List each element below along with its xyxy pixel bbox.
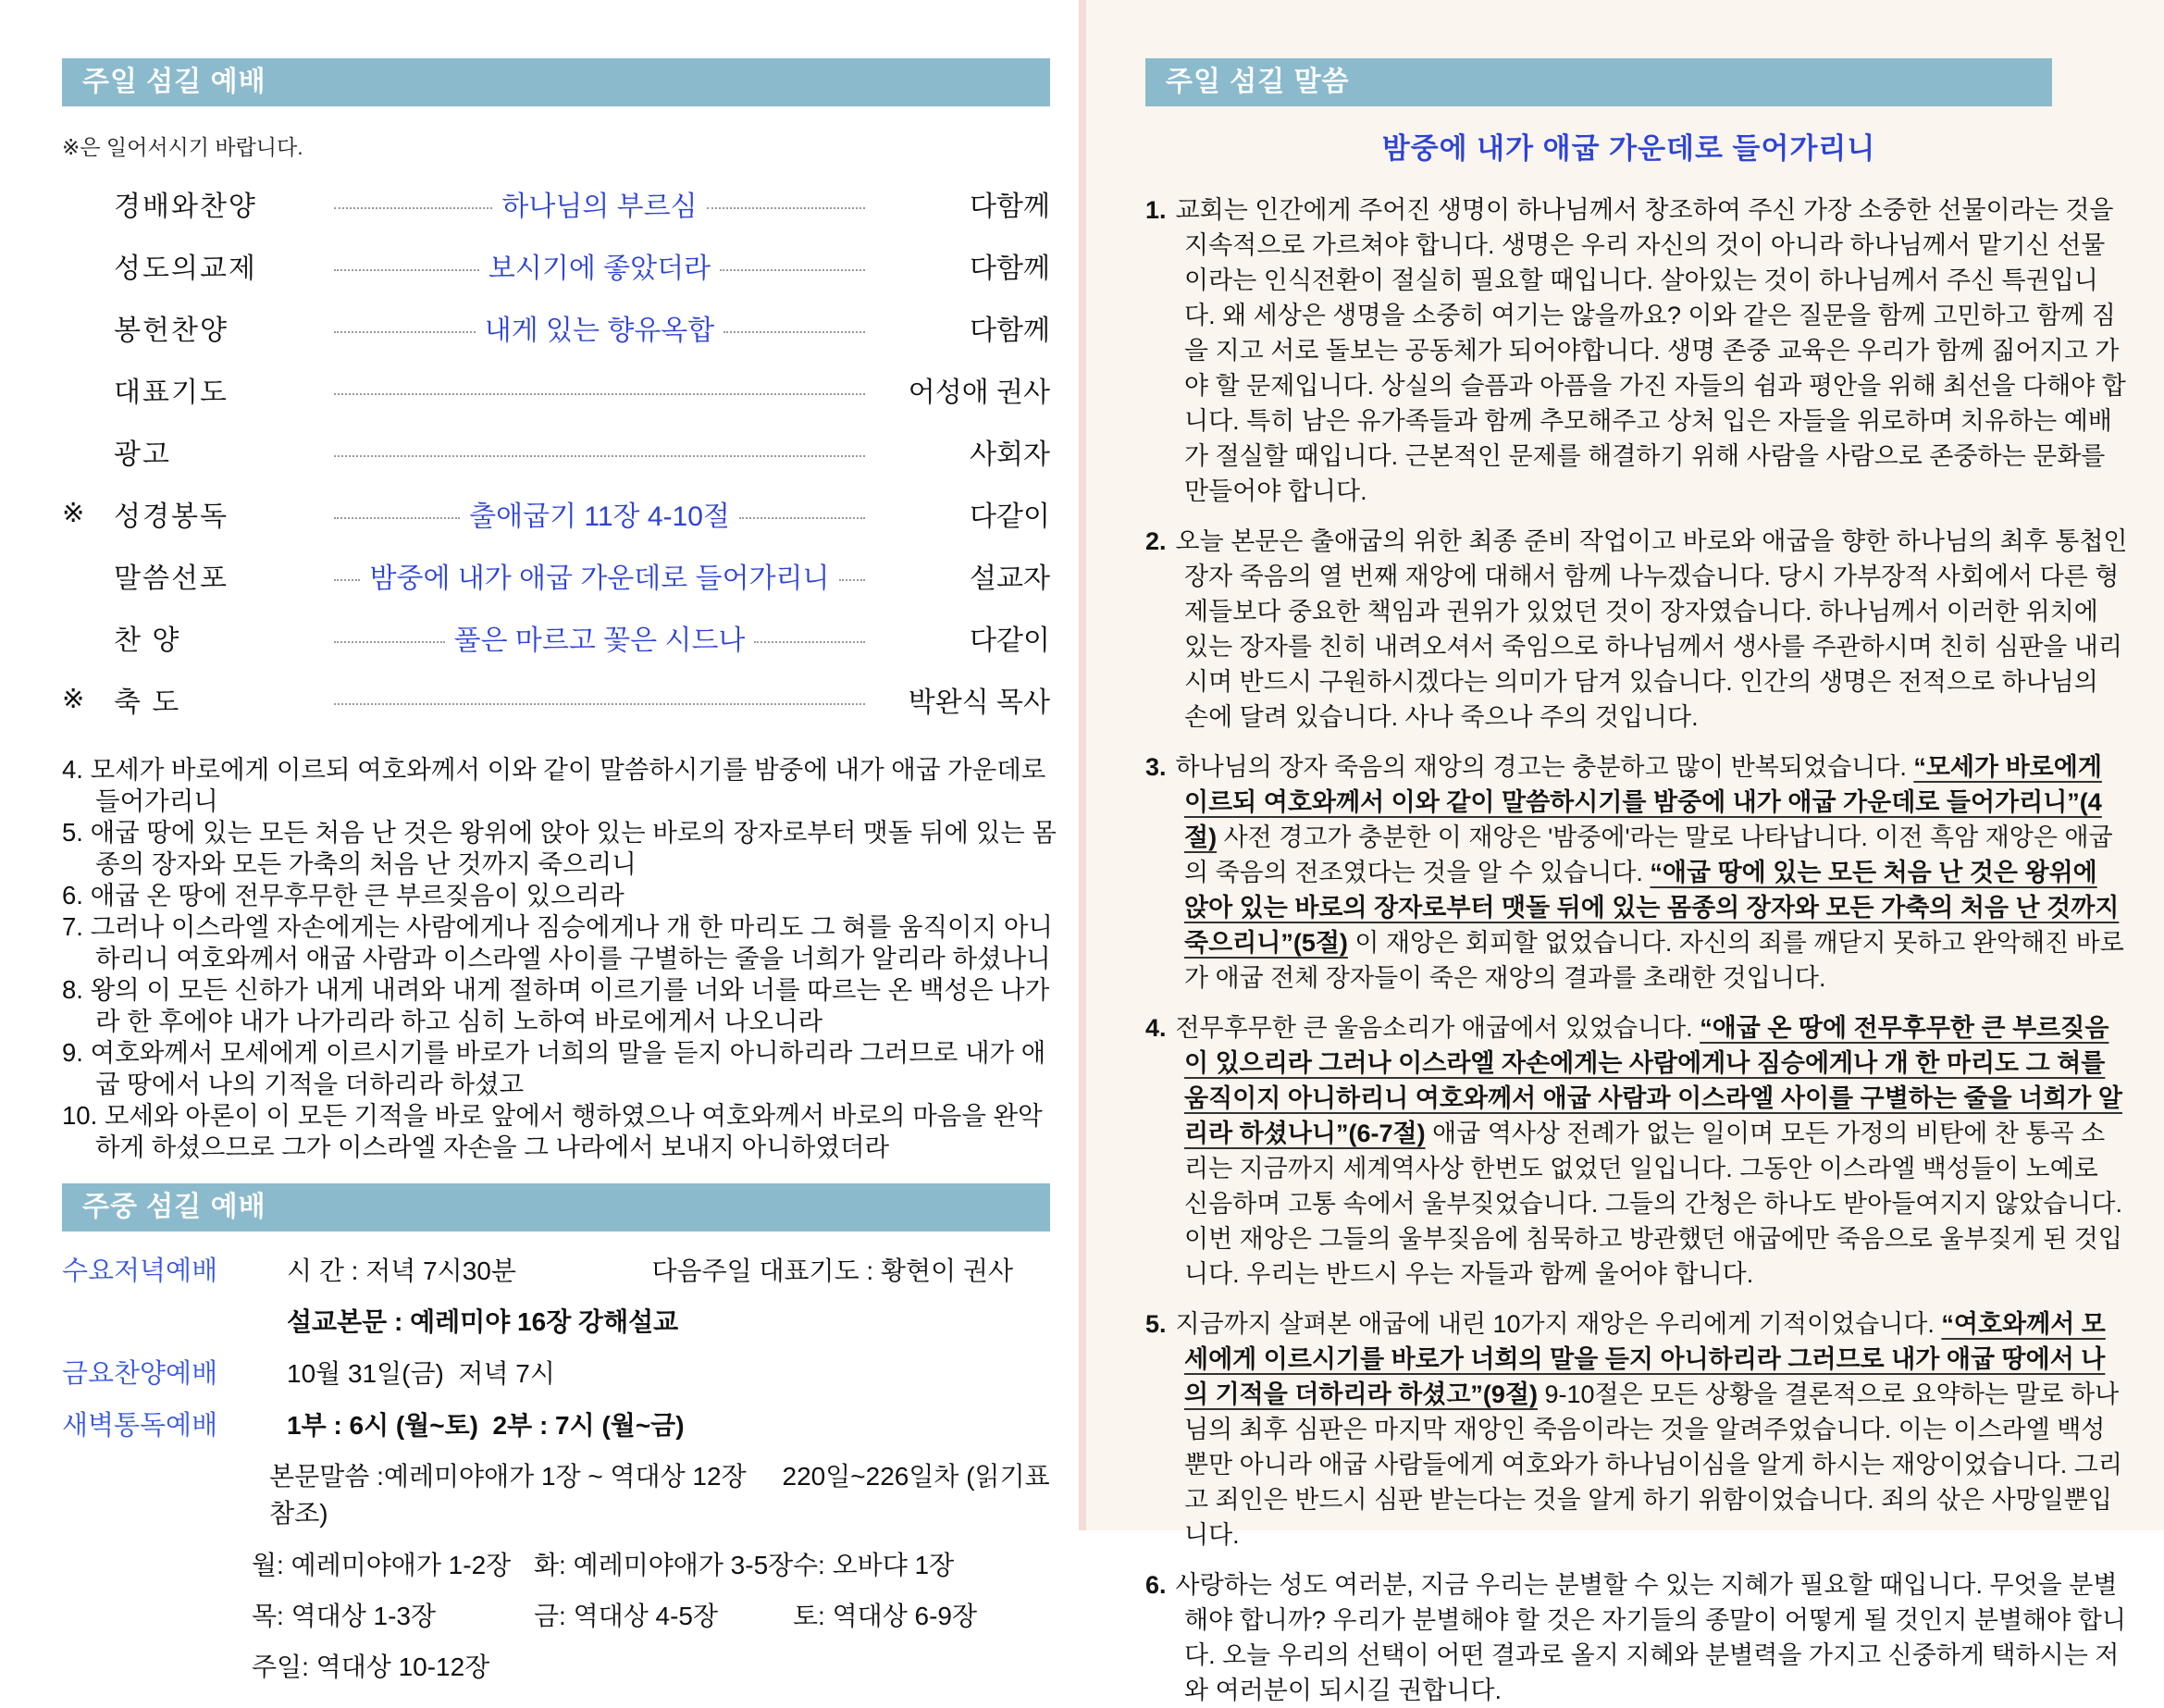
worship-item-person: 다같이 bbox=[970, 501, 1050, 532]
reading-cell: 수: 오바댜 1장 bbox=[793, 1551, 955, 1579]
reading-cell: 주일: 역대상 10-12장 bbox=[252, 1652, 490, 1681]
worship-row bbox=[62, 544, 1050, 606]
reading-row bbox=[252, 1647, 1047, 1684]
dotted-leader bbox=[334, 446, 865, 457]
worship-leader bbox=[334, 384, 865, 395]
sunday-worship-header: 주일 섬길 예배 bbox=[62, 58, 1050, 106]
sermon-paragraph bbox=[1145, 192, 2128, 509]
stand-mark: ※ bbox=[62, 685, 85, 714]
scripture-verse bbox=[62, 754, 1061, 817]
bulletin-left-page bbox=[0, 0, 1079, 1681]
sermon-text: 하나님의 장자 죽음의 재앙의 경고는 충분하고 많이 반복되었습니다. bbox=[1175, 753, 1914, 781]
worship-item-person: 설교자 bbox=[970, 563, 1050, 594]
worship-item-name: 광고 bbox=[114, 439, 171, 470]
worship-item-value: 하나님의 부르심 bbox=[501, 191, 698, 222]
worship-leader bbox=[334, 446, 865, 457]
worship-item-person: 다함께 bbox=[970, 315, 1050, 346]
verse-text: 왕의 이 모든 신하가 내게 내려와 내게 절하며 이르기를 너와 너를 따르는 온 백성은 나가라 한 후에야 내가 나가리라 하고 심히 노하여 바로에게서 나오니라 bbox=[90, 975, 1050, 1035]
weekday-row bbox=[62, 1302, 1050, 1339]
dotted-leader bbox=[754, 632, 865, 643]
worship-row bbox=[62, 606, 1050, 668]
dotted-leader bbox=[334, 632, 445, 643]
worship-item-name: 성도의교제 bbox=[114, 253, 257, 284]
weekday-worship-header: 주중 섬길 예배 bbox=[62, 1183, 1050, 1231]
worship-row bbox=[62, 234, 1050, 296]
weekday-value: 본문말씀 :예레미야애가 1장 ~ 역대상 12장 220일~226일차 (읽기표 참조) bbox=[269, 1462, 1057, 1528]
reading-row bbox=[252, 1545, 1047, 1582]
sermon-text: 전무후무한 큰 울음소리가 애굽에서 있었습니다. bbox=[1175, 1014, 1700, 1042]
weekday-value: 1부 : 6시 (월~토) 2부 : 7시 (월~금) bbox=[287, 1411, 685, 1440]
weekday-value: 설교본문 : 예레미야 16장 강해설교 bbox=[287, 1307, 679, 1336]
worship-item-person: 다함께 bbox=[970, 253, 1050, 284]
worship-row bbox=[62, 420, 1050, 482]
worship-row bbox=[62, 668, 1050, 730]
scripture-verse bbox=[62, 880, 1061, 911]
sermon-paragraph bbox=[1145, 1010, 2128, 1292]
sermon-title: 밤중에 내가 애굽 가운데로 들어가리니 bbox=[1381, 132, 1876, 165]
scripture-quote: “여호와께서 모세에게 이르시기를 바로가 너희의 말을 듣지 아니하리라 그러므로 내가 애굽 땅에서 나의 기적을 더하리라 하셨고”(9절) bbox=[1184, 1310, 2106, 1408]
reading-cell: 화: 예레미야애가 3-5장 bbox=[534, 1551, 794, 1579]
worship-leader bbox=[334, 617, 865, 658]
dotted-leader bbox=[334, 384, 865, 395]
worship-item-name: 찬 양 bbox=[114, 625, 181, 656]
sermon-text: 사전 경고가 충분한 이 재앙은 '밤중에'라는 말로 나타납니다. 이전 흑암 재앙은 애굽의 죽음의 전조였다는 것을 알 수 있습니다. bbox=[1184, 823, 2113, 886]
scripture-quote: “모세가 바로에게 이르되 여호와께서 이와 같이 말씀하시기를 밤중에 내가 애굽 가운데로 들어가리니”(4절) bbox=[1184, 753, 2102, 851]
sermon-text: 이 재앙은 회피할 없었습니다. 자신의 죄를 깨닫지 못하고 완악해진 바로가 애굽 전체 장자들이 죽은 재앙의 결과를 초래한 것입니다. bbox=[1184, 929, 2124, 992]
dotted-leader bbox=[723, 322, 865, 333]
worship-item-name: 대표기도 bbox=[114, 377, 229, 408]
scripture-verse bbox=[62, 817, 1061, 880]
verse-text: 애굽 땅에 있는 모든 처음 난 것은 왕위에 앉아 있는 바로의 장자로부터 맷돌 뒤에 있는 몸종의 장자와 모든 가축의 처음 난 것까지 죽으리니 bbox=[90, 818, 1057, 878]
sermon-paragraph bbox=[1145, 749, 2128, 996]
sermon-text: 지금까지 살펴본 애굽에 내린 10가지 재앙은 우리에게 기적이었습니다. bbox=[1175, 1310, 1942, 1338]
worship-item-name: 봉헌찬양 bbox=[114, 315, 229, 346]
weekday-worship-section bbox=[62, 1183, 1079, 1684]
reading-cell: 금: 역대상 4-5장 bbox=[534, 1602, 719, 1630]
reading-cell: 토: 역대상 6-9장 bbox=[793, 1602, 978, 1630]
dotted-leader bbox=[334, 260, 479, 271]
verse-number: 6. bbox=[62, 881, 91, 910]
bible-reading-schedule bbox=[252, 1545, 1047, 1684]
worship-item-name: 말씀선포 bbox=[114, 563, 229, 594]
weekday-row bbox=[62, 1250, 1050, 1288]
weekday-label: 수요저녁예배 bbox=[62, 1256, 218, 1286]
paragraph-number: 5. bbox=[1145, 1310, 1167, 1338]
worship-order-list bbox=[62, 172, 1050, 730]
sermon-paragraph bbox=[1145, 524, 2128, 735]
scripture-verse bbox=[62, 974, 1061, 1037]
weekday-value: 10월 31일(금) 저녁 7시 bbox=[287, 1359, 555, 1388]
worship-item-value: 보시기에 좋았더라 bbox=[488, 253, 711, 284]
weekday-value: 시 간 : 저녁 7시30분 bbox=[287, 1256, 516, 1285]
weekday-row bbox=[62, 1405, 1050, 1442]
worship-item-person: 다같이 bbox=[970, 625, 1050, 656]
verse-text: 모세와 아론이 이 모든 기적을 바로 앞에서 행하였으나 여호와께서 바로의 마음을 완악하게 하셨으므로 그가 이스라엘 자손을 그 나라에서 보내지 아니하였더라 bbox=[95, 1101, 1043, 1161]
worship-leader bbox=[334, 694, 865, 705]
verse-text: 애굽 온 땅에 전무후무한 큰 부르짖음이 있으리라 bbox=[90, 881, 624, 910]
worship-item-person: 박완식 목사 bbox=[908, 687, 1050, 718]
sermon-paragraph bbox=[1145, 1567, 2128, 1708]
worship-item-value: 내게 있는 향유옥합 bbox=[484, 315, 715, 346]
worship-leader bbox=[334, 307, 865, 348]
dotted-leader bbox=[334, 570, 360, 581]
next-week-prayer: 다음주일 대표기도 : 황현이 권사 bbox=[651, 1256, 1013, 1285]
worship-item-name: 축 도 bbox=[114, 687, 181, 718]
worship-row bbox=[62, 482, 1050, 544]
worship-leader bbox=[334, 555, 865, 596]
paragraph-number: 1. bbox=[1145, 196, 1167, 224]
worship-leader bbox=[334, 493, 865, 534]
dotted-leader bbox=[839, 570, 865, 581]
worship-item-value: 밤중에 내가 애굽 가운데로 들어가리니 bbox=[369, 563, 830, 594]
weekday-label: 금요찬양예배 bbox=[62, 1359, 218, 1389]
scripture-verse bbox=[62, 1037, 1061, 1100]
scripture-quote: “애굽 온 땅에 전무후무한 큰 부르짖음이 있으리라 그러나 이스라엘 자손에게는 사람에게나 짐승에게나 개 한 마리도 그 혀를 움직이지 아니하리니 여호와께서 애굽 사람과 이스라엘 사이를 구별하는 줄을 너희가 알리라 하셨나니”(6-7절) bbox=[1184, 1014, 2122, 1147]
reading-row bbox=[252, 1596, 1047, 1633]
verse-text: 모세가 바로에게 이르되 여호와께서 이와 같이 말씀하시기를 밤중에 내가 애굽 가운데로 들어가리니 bbox=[90, 755, 1046, 815]
sermon-text: 애굽 역사상 전례가 없는 일이며 모든 가정의 비탄에 찬 통곡 소리는 지금까지 세계역사상 한번도 없었던 일입니다. 그동안 이스라엘 백성들이 노예로 신음하며 고통 속에서 울부짖었습니다. 그들의 간청은 하나도 받아들여지지 않았습니다. 이번 재앙은 그들의 울부짖음에 침묵하고 방관했던 애굽에만 죽음으로 울부짖게 된 것입니다. 우리는 반드시 우는 자들과 함께 울어야 합니다. bbox=[1184, 1120, 2122, 1288]
verse-number: 7. bbox=[62, 912, 91, 941]
verse-number: 4. bbox=[62, 755, 91, 784]
verse-number: 9. bbox=[62, 1038, 91, 1067]
dotted-leader bbox=[334, 322, 476, 333]
weekday-label: 새벽통독예배 bbox=[62, 1411, 218, 1441]
worship-row bbox=[62, 358, 1050, 420]
worship-item-person: 사회자 bbox=[970, 439, 1050, 470]
verse-text: 여호와께서 모세에게 이르시기를 바로가 너희의 말을 듣지 아니하리라 그러므로 내가 애굽 땅에서 나의 기적을 더하리라 하셨고 bbox=[90, 1038, 1046, 1098]
weekday-row bbox=[62, 1353, 1050, 1391]
bulletin-right-page bbox=[1086, 0, 2164, 1704]
stand-mark: ※ bbox=[62, 499, 85, 528]
dotted-leader bbox=[707, 198, 865, 209]
sermon-body bbox=[1145, 192, 2128, 1708]
sermon-text: 오늘 본문은 출애굽의 위한 최종 준비 작업이고 바로와 애굽을 향한 하나님의 최후 통첩인 장자 죽음의 열 번째 재앙에 대해서 함께 나누겠습니다. 당시 가부장적 사회에서 다른 형제들보다 중요한 책임과 권위가 있었던 것이 장자였습니다. 하나님께서 이러한 위치에 있는 장자를 친히 내려오셔서 죽임으로 하나님께서 생사를 주관하시며 친히 심판을 내리시며 반드시 구원하시겠다는 의미가 담겨 있습니다. 인간의 생명은 전적으로 하나님의 손에 달려 있습니다. 사나 죽으나 주의 것입니다. bbox=[1175, 527, 2128, 731]
dotted-leader bbox=[334, 694, 865, 705]
paragraph-number: 2. bbox=[1145, 527, 1167, 555]
weekday-worship-rows bbox=[62, 1250, 1057, 1530]
worship-leader bbox=[334, 245, 865, 286]
verse-number: 10. bbox=[62, 1101, 105, 1130]
dotted-leader bbox=[334, 508, 460, 519]
scripture-quote: “애굽 땅에 있는 모든 처음 난 것은 왕위에 앉아 있는 바로의 장자로부터 맷돌 뒤에 있는 몸종의 장자와 모든 가축의 처음 난 것까지 죽으리니”(5절) bbox=[1184, 859, 2120, 957]
verse-text: 그러나 이스라엘 자손에게는 사람에게나 짐승에게나 개 한 마리도 그 혀를 움직이지 아니하리니 여호와께서 애굽 사람과 이스라엘 사이를 구별하는 줄을 너희가 알리라 하셨나니 bbox=[90, 912, 1053, 972]
scripture-verse bbox=[62, 1100, 1061, 1163]
paragraph-number: 4. bbox=[1145, 1014, 1167, 1042]
worship-item-value: 풀은 마르고 꽃은 시드나 bbox=[453, 625, 746, 656]
worship-row bbox=[62, 296, 1050, 358]
worship-item-name: 경배와찬양 bbox=[114, 191, 257, 222]
page-fold-divider bbox=[1079, 0, 1086, 1530]
dotted-leader bbox=[720, 260, 865, 271]
sermon-text: 사랑하는 성도 여러분, 지금 우리는 분별할 수 있는 지혜가 필요할 때입니다. 무엇을 분별해야 합니까? 우리가 분별해야 할 것은 자기들의 종말이 어떻게 될 것인지 분별해야 합니다. 오늘 우리의 선택이 어떤 결과로 올지 지혜와 분별력을 가지고 신중하게 택하시는 저와 여러분이 되시길 권합니다. bbox=[1175, 1571, 2126, 1704]
scripture-verse bbox=[62, 911, 1061, 974]
reading-cell: 목: 역대상 1-3장 bbox=[252, 1602, 437, 1630]
paragraph-number: 6. bbox=[1145, 1571, 1167, 1599]
dotted-leader bbox=[739, 508, 865, 519]
verse-number: 8. bbox=[62, 975, 91, 1004]
worship-item-value: 출애굽기 11장 4-10절 bbox=[469, 501, 730, 532]
sunday-sermon-header: 주일 섬길 말씀 bbox=[1145, 58, 2052, 106]
stand-note: ※은 일어서시기 바랍니다. bbox=[62, 135, 303, 159]
weekday-row bbox=[62, 1456, 1057, 1530]
sermon-paragraph bbox=[1145, 1306, 2128, 1553]
worship-leader bbox=[334, 183, 865, 224]
worship-item-person: 어성애 권사 bbox=[908, 377, 1050, 408]
paragraph-number: 3. bbox=[1145, 753, 1167, 781]
reading-cell: 월: 예레미야애가 1-2장 bbox=[252, 1551, 512, 1579]
scripture-reading-list bbox=[62, 754, 1061, 1163]
dotted-leader bbox=[334, 198, 492, 209]
worship-item-name: 성경봉독 bbox=[114, 501, 229, 532]
worship-row bbox=[62, 172, 1050, 234]
verse-number: 5. bbox=[62, 818, 91, 847]
worship-item-person: 다함께 bbox=[970, 191, 1050, 222]
sermon-text: 9-10절은 모든 상황을 결론적으로 요약하는 말로 하나님의 최후 심판은 마지막 재앙인 죽음이라는 것을 알려주었습니다. 이는 이스라엘 백성 뿐만 아니라 애굽 사람들에게 여호와가 하나님이심을 알게 하시는 재앙이었습니다. 그리고 죄인은 반드시 심판 받는다는 것을 알게 하기 위함이었습니다. 죄의 삯은 사망일뿐입니다. bbox=[1184, 1380, 2122, 1549]
sermon-text: 교회는 인간에게 주어진 생명이 하나님께서 창조하여 주신 가장 소중한 선물이라는 것을 지속적으로 가르쳐야 합니다. 생명은 우리 자신의 것이 아니라 하나님께서 맡기신 선물이라는 인식전환이 절실히 필요할 때입니다. 살아있는 것이 하나님께서 주신 특권입니다. 왜 세상은 생명을 소중히 여기는 않을까요? 이와 같은 질문을 함께 고민하고 함께 짐을 지고 서로 돌보는 공동체가 되어야합니다. 생명 존중 교육은 우리가 함께 짊어지고 가야 할 문제입니다. 상실의 슬픔과 아픔을 가진 자들의 쉼과 평안을 위해 최선을 다해야 합니다. 특히 남은 유가족들과 함께 추모해주고 상처 입은 자들을 위로하며 치유하는 예배가 절실할 때입니다. 근본적인 문제를 해결하기 위해 사람을 사람으로 존중하는 문화를 만들어야 합니다. bbox=[1175, 196, 2126, 505]
